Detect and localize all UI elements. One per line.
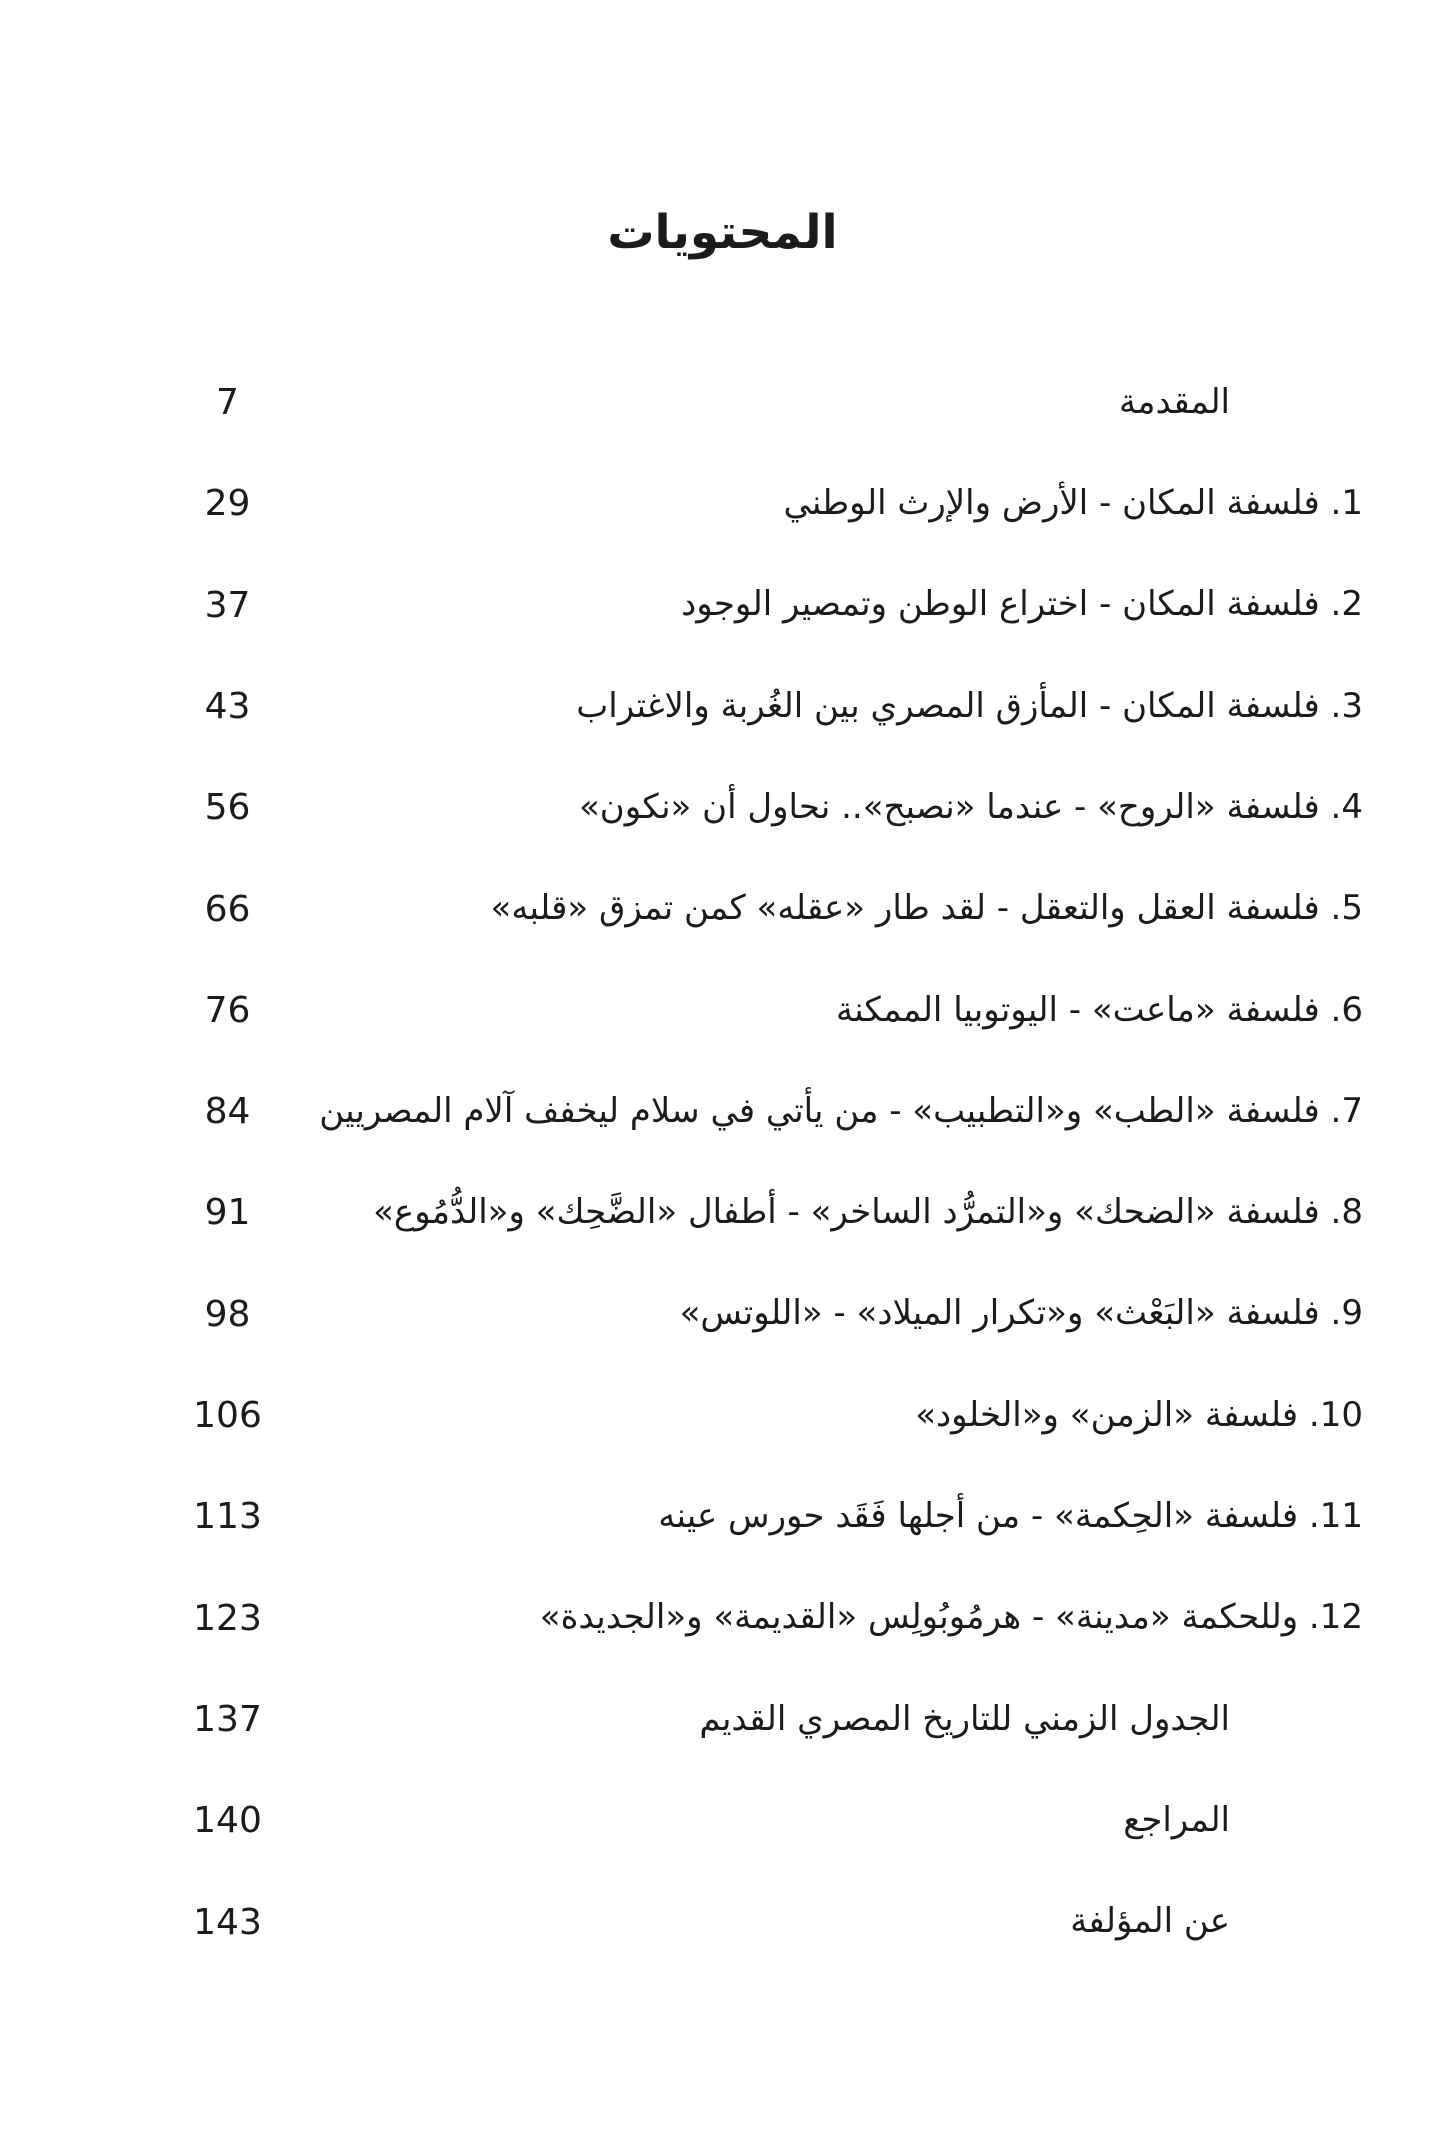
toc-entry [0,1871,1445,1972]
toc-entry-page-number: 66 [204,888,251,930]
toc-entry [0,1162,1445,1263]
toc-entry-title: المقدمة [1119,381,1230,422]
toc-entry-page-number: 37 [204,584,251,626]
toc-entry [0,960,1445,1061]
toc-entry-title: 12. وللحكمة «مدينة» - هرمُوبُولِس «القديمة» و«الجديدة» [539,1597,1363,1638]
toc-entry-title: 7. فلسفة «الطب» و«التطبيب» - من يأتي في سلام ليخفف آلام المصريين [319,1090,1363,1131]
toc-entry-page-number: 29 [204,483,251,525]
toc-entry-page-number: 56 [204,787,251,829]
toc-entry [0,1365,1445,1466]
toc-entry [0,352,1445,453]
toc-entry-page-number: 7 [216,382,239,424]
toc-entry-title: المراجع [1123,1799,1230,1840]
toc-entry [0,555,1445,656]
toc-entry-title: 5. فلسفة العقل والتعقل - لقد طار «عقله» كمن تمزق «قلبه» [490,888,1363,929]
toc-entry-title: 4. فلسفة «الروح» - عندما «نصبح».. نحاول أن «نكون» [578,786,1363,827]
toc-entry-page-number: 140 [193,1800,262,1842]
toc-entry-title: الجدول الزمني للتاريخ المصري القديم [699,1698,1230,1739]
toc-entry-title: 1. فلسفة المكان - الأرض والإرث الوطني [783,483,1363,524]
toc-entry [0,1264,1445,1365]
toc-entry [0,656,1445,757]
toc-entry [0,858,1445,959]
page-title: المحتويات [607,205,838,260]
toc-entry-page-number: 76 [204,989,251,1031]
toc-entry-page-number: 113 [193,1496,262,1538]
toc-entry [0,1466,1445,1567]
toc-entry [0,453,1445,554]
toc-entry-title: 6. فلسفة «ماعت» - اليوتوبيا الممكنة [836,989,1363,1030]
toc-entry-page-number: 123 [193,1597,262,1639]
toc-entry-page-number: 137 [193,1698,262,1740]
toc-entry-title: 3. فلسفة المكان - المأزق المصري بين الغُربة والاغتراب [576,685,1363,726]
toc-entry-page-number: 43 [204,685,251,727]
table-of-contents [0,352,1445,1973]
toc-entry [0,1770,1445,1871]
toc-entry [0,757,1445,858]
toc-entry [0,1669,1445,1770]
toc-entry-page-number: 143 [193,1901,262,1943]
toc-entry [0,1061,1445,1162]
toc-entry-title: 10. فلسفة «الزمن» و«الخلود» [915,1394,1363,1435]
toc-entry-page-number: 84 [204,1091,251,1133]
toc-entry-title: 8. فلسفة «الضحك» و«التمرُّد الساخر» - أطفال «الضَّحِك» و«الدُّمُوع» [373,1192,1363,1233]
toc-entry [0,1568,1445,1669]
toc-entry-title: 11. فلسفة «الحِكمة» - من أجلها فَقَد حورس عينه [658,1496,1363,1537]
toc-entry-title: عن المؤلفة [1070,1901,1230,1942]
toc-entry-page-number: 91 [204,1192,251,1234]
toc-entry-title: 9. فلسفة «البَعْث» و«تكرار الميلاد» - «اللوتس» [679,1293,1363,1334]
toc-entry-title: 2. فلسفة المكان - اختراع الوطن وتمصير الوجود [681,584,1363,625]
toc-entry-page-number: 98 [204,1293,251,1335]
toc-entry-page-number: 106 [193,1395,262,1437]
